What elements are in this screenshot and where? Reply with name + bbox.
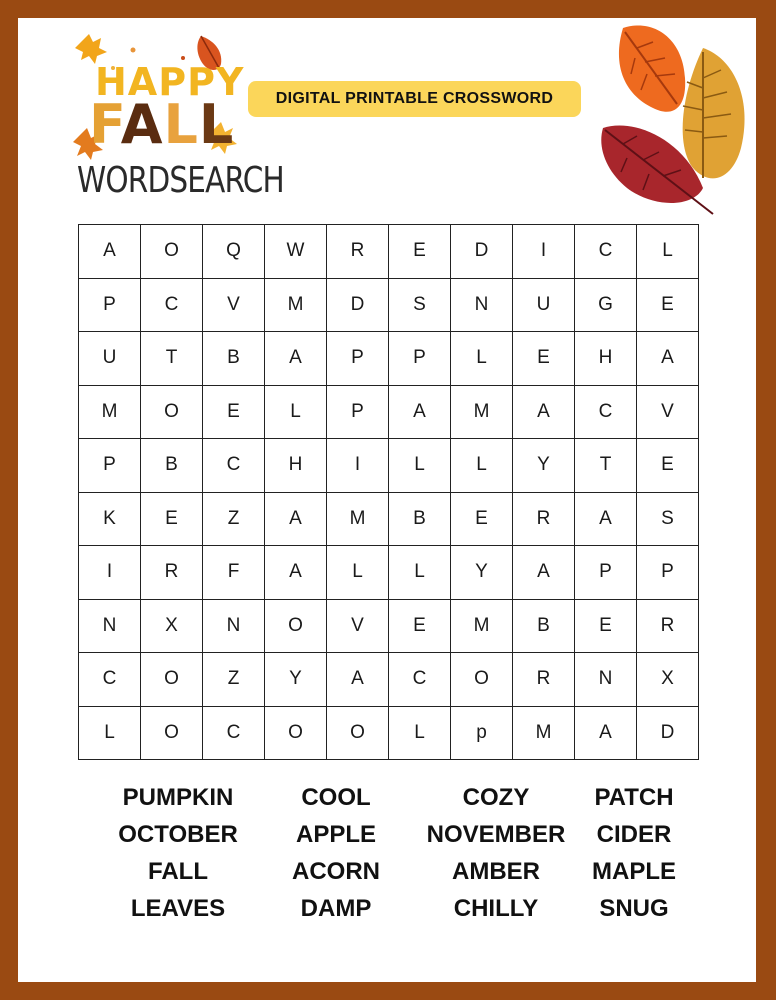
word-list-item: PUMPKIN [122,784,234,811]
grid-cell[interactable]: P [79,439,141,493]
grid-cell[interactable]: P [327,386,389,440]
grid-cell[interactable]: G [575,279,637,333]
grid-cell[interactable]: B [513,600,575,654]
grid-cell[interactable]: W [265,225,327,279]
grid-cell[interactable]: C [575,225,637,279]
grid-cell[interactable]: E [389,600,451,654]
grid-cell[interactable]: R [141,546,203,600]
grid-cell[interactable]: C [141,279,203,333]
grid-cell[interactable]: I [327,439,389,493]
grid-cell[interactable]: A [389,386,451,440]
grid-cell[interactable]: E [389,225,451,279]
grid-cell[interactable]: C [575,386,637,440]
grid-cell[interactable]: O [265,600,327,654]
grid-cell[interactable]: X [141,600,203,654]
grid-cell[interactable]: L [389,707,451,761]
grid-cell[interactable]: L [451,332,513,386]
word-list-item: COZY [462,784,530,811]
grid-cell[interactable]: E [451,493,513,547]
grid-cell[interactable]: Y [265,653,327,707]
grid-cell[interactable]: R [637,600,699,654]
grid-cell[interactable]: V [637,386,699,440]
logo-letter: L [163,93,199,156]
grid-cell[interactable]: X [637,653,699,707]
logo-happy-text: HAPPY [95,60,245,104]
grid-cell[interactable]: M [79,386,141,440]
grid-cell[interactable]: T [575,439,637,493]
word-list-item: CIDER [596,821,672,848]
grid-cell[interactable]: A [265,332,327,386]
happy-fall-logo [73,28,243,168]
grid-cell[interactable]: S [637,493,699,547]
grid-cell[interactable]: C [79,653,141,707]
grid-cell[interactable]: H [265,439,327,493]
word-list-item: NOVEMBER [426,821,566,848]
grid-cell[interactable]: A [265,493,327,547]
grid-cell[interactable]: P [79,279,141,333]
oak-leaf-icon [683,48,745,178]
grid-cell[interactable]: P [327,332,389,386]
grid-cell[interactable]: L [389,546,451,600]
word-list-item: ACORN [292,858,380,885]
word-list-item: MAPLE [592,858,676,885]
word-list-item: PATCH [594,784,674,811]
grid-cell[interactable]: R [513,653,575,707]
page-title: WORDSEARCH [77,160,284,201]
grid-cell[interactable]: D [451,225,513,279]
grid-cell[interactable]: C [389,653,451,707]
word-list-item: APPLE [295,821,377,848]
grid-cell[interactable]: V [327,600,389,654]
grid-cell[interactable]: L [389,439,451,493]
grid-cell[interactable]: I [513,225,575,279]
grid-cell[interactable]: A [513,546,575,600]
grid-cell[interactable]: O [141,225,203,279]
autumn-leaves-illustration [593,18,756,218]
grid-cell[interactable]: O [141,386,203,440]
grid-cell[interactable]: O [141,707,203,761]
grid-cell[interactable]: U [513,279,575,333]
word-list-item: AMBER [452,858,540,885]
grid-cell[interactable]: Q [203,225,265,279]
grid-cell[interactable]: O [141,653,203,707]
grid-cell[interactable]: L [327,546,389,600]
grid-cell[interactable]: A [327,653,389,707]
grid-cell[interactable]: P [575,546,637,600]
grid-cell[interactable]: L [451,439,513,493]
word-list-item: FALL [148,858,208,885]
grid-cell[interactable]: p [451,707,513,761]
grid-cell[interactable]: B [389,493,451,547]
grid-cell[interactable]: K [79,493,141,547]
grid-cell[interactable]: L [265,386,327,440]
grid-cell[interactable]: R [513,493,575,547]
word-list-item: COOL [301,784,371,811]
grid-cell[interactable]: N [79,600,141,654]
grid-cell[interactable]: E [637,279,699,333]
grid-cell[interactable]: N [451,279,513,333]
word-list-item: DAMP [300,895,372,922]
grid-cell[interactable]: E [575,600,637,654]
grid-cell[interactable]: L [79,707,141,761]
grid-cell[interactable]: A [575,707,637,761]
logo-letter: F [89,93,121,156]
grid-cell[interactable]: M [265,279,327,333]
grid-cell[interactable]: E [637,439,699,493]
word-search-grid [78,224,699,760]
grid-cell[interactable]: H [575,332,637,386]
grid-cell[interactable]: A [265,546,327,600]
grid-cell[interactable]: O [451,653,513,707]
grid-cell[interactable]: M [513,707,575,761]
word-list-item: SNUG [599,895,669,922]
grid-cell[interactable]: P [637,546,699,600]
logo-letter: A [120,93,164,156]
grid-cell[interactable]: U [79,332,141,386]
grid-cell[interactable]: O [265,707,327,761]
word-list-item: LEAVES [130,895,226,922]
grid-cell[interactable]: A [637,332,699,386]
logo-letter: L [198,93,235,156]
grid-cell[interactable]: E [141,493,203,547]
grid-cell[interactable]: Y [451,546,513,600]
logo-fall-text [89,93,235,156]
grid-cell[interactable]: A [79,225,141,279]
word-list-item: OCTOBER [118,821,238,848]
grid-cell[interactable]: R [327,225,389,279]
word-list-item: CHILLY [453,895,539,922]
grid-cell[interactable]: N [203,600,265,654]
worksheet-page [18,18,756,982]
grid-cell[interactable]: E [203,386,265,440]
grid-cell[interactable]: F [203,546,265,600]
grid-cell[interactable]: P [389,332,451,386]
grid-cell[interactable]: Z [203,493,265,547]
grid-cell[interactable]: V [203,279,265,333]
badge-label: DIGITAL PRINTABLE CROSSWORD [248,81,581,117]
grid-cell[interactable]: T [141,332,203,386]
grid-cell[interactable]: B [203,332,265,386]
grid-cell[interactable]: I [79,546,141,600]
grid-cell[interactable]: D [327,279,389,333]
grid-cell[interactable]: M [451,600,513,654]
grid-cell[interactable]: D [637,707,699,761]
grid-cell[interactable]: C [203,707,265,761]
grid-cell[interactable]: A [575,493,637,547]
grid-cell[interactable]: S [389,279,451,333]
grid-cell[interactable]: N [575,653,637,707]
grid-cell[interactable]: C [203,439,265,493]
oak-leaf-icon [619,25,685,111]
grid-cell[interactable]: E [513,332,575,386]
grid-cell[interactable]: Z [203,653,265,707]
grid-cell[interactable]: A [513,386,575,440]
grid-cell[interactable]: M [327,493,389,547]
grid-cell[interactable]: L [637,225,699,279]
grid-cell[interactable]: M [451,386,513,440]
word-list [78,784,698,934]
grid-cell[interactable]: B [141,439,203,493]
grid-cell[interactable]: Y [513,439,575,493]
grid-cell[interactable]: O [327,707,389,761]
